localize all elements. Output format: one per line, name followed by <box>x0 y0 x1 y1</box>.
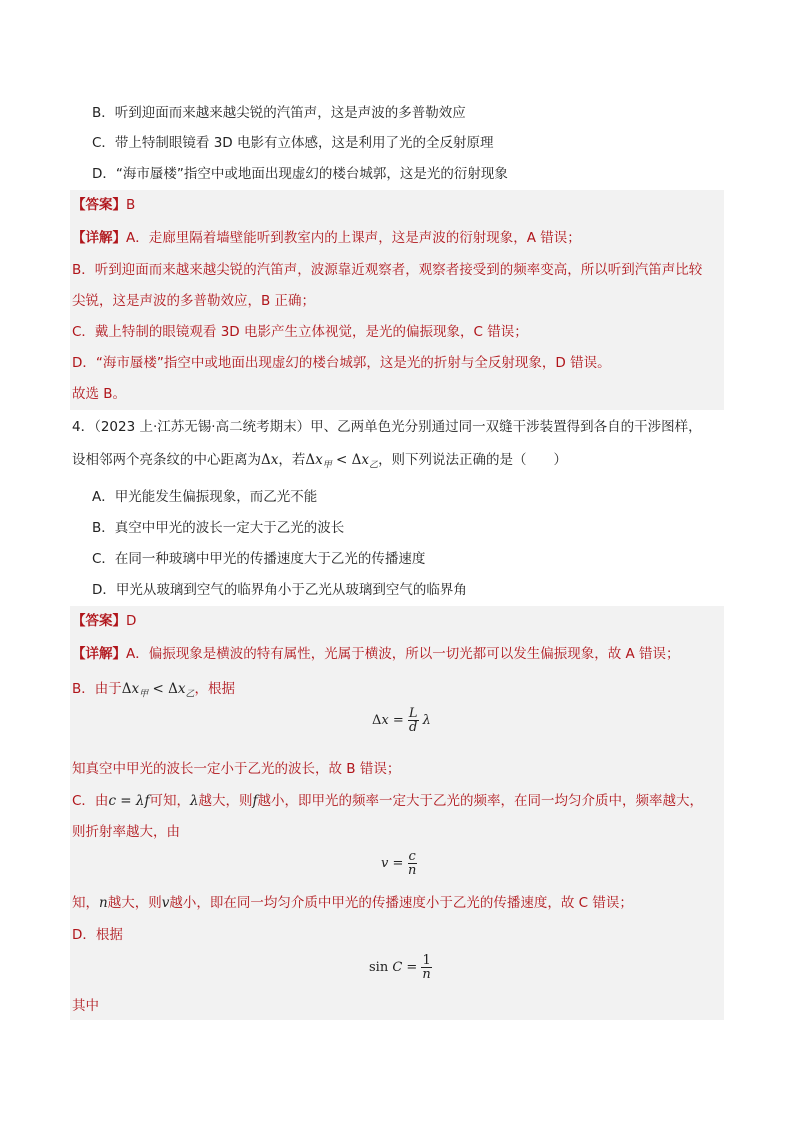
formula-critical-angle: sin C = $\frac{1}{n}$ <box>369 953 431 982</box>
q3-detail-a: 【详解】A．走廊里隔着墙壁能听到教室内的上课声，这是声波的衍射现象，A 错误； <box>72 230 581 246</box>
q3-conclusion: 故选 B。 <box>72 386 127 402</box>
q4-detail-c: C．由c = λf可知，λ越大，则f越小，即甲光的频率一定大于乙光的频率，在同一均匀介质中，频率越大， <box>72 793 704 809</box>
q3-option-c: C．带上特制眼镜看 3D 电影有立体感，这是利用了光的全反射原理 <box>92 135 494 151</box>
q4-stem-line1: 4．（2023 上·江苏无锡·高二统考期末）甲、乙两单色光分别通过同一双缝干涉装置得到各自的干涉图样， <box>72 419 702 435</box>
q3-detail-c: C．戴上特制的眼镜观看 3D 电影产生立体视觉，是光的偏振现象，C 错误； <box>72 324 528 340</box>
q4-option-c: C．在同一种玻璃中甲光的传播速度大于乙光的传播速度 <box>92 551 426 567</box>
q4-option-a: A．甲光能发生偏振现象，而乙光不能 <box>92 489 318 505</box>
q4-detail-b-cont: 知真空中甲光的波长一定小于乙光的波长，故 B 错误； <box>72 761 401 777</box>
q3-detail-b: B．听到迎面而来越来越尖锐的汽笛声，波源靠近观察者，观察者接受到的频率变高，所以听到汽笛声比较 <box>72 262 703 278</box>
q3-detail-b-cont: 尖锐，这是声波的多普勒效应，B 正确； <box>72 293 316 309</box>
formula-wave-speed: v = $\frac{c}{n}$ <box>381 849 417 878</box>
q4-detail-c-result: 知，n越大，则v越小，即在同一均匀介质中甲光的传播速度小于乙光的传播速度，故 C 错误； <box>72 895 633 911</box>
formula-fringe-spacing: Δx = $\frac{L}{d}$ λ <box>372 706 431 735</box>
q4-answer: 【答案】D <box>72 613 137 629</box>
q4-stem-line2: 设相邻两个亮条纹的中心距离为Δx，若$\Delta x_甲 < \Delta x_乙$，则下列说法正确的是（ ） <box>72 452 568 471</box>
q4-detail-c-cont: 则折射率越大，由 <box>72 824 180 840</box>
q4-detail-a: 【详解】A．偏振现象是横波的特有属性，光属于横波，所以一切光都可以发生偏振现象，故 A 错误； <box>72 646 680 662</box>
q3-answer: 【答案】B <box>72 197 136 213</box>
q4-option-d: D．甲光从玻璃到空气的临界角小于乙光从玻璃到空气的临界角 <box>92 582 467 598</box>
q4-detail-b: B．由于$\Delta x_甲 < \Delta x_乙$，根据 <box>72 681 235 700</box>
q3-option-b: B．听到迎面而来越来越尖锐的汽笛声，这是声波的多普勒效应 <box>92 105 466 121</box>
q3-detail-d: D．“海市蜃楼”指空中或地面出现虚幻的楼台城郭，这是光的折射与全反射现象，D 错误。 <box>72 355 611 371</box>
q4-option-b: B．真空中甲光的波长一定大于乙光的波长 <box>92 520 345 536</box>
q3-option-d: D．“海市蜃楼”指空中或地面出现虚幻的楼台城郭，这是光的衍射现象 <box>92 166 508 182</box>
q4-detail-d-cont: 其中 <box>72 998 99 1014</box>
q4-detail-d: D．根据 <box>72 927 123 943</box>
